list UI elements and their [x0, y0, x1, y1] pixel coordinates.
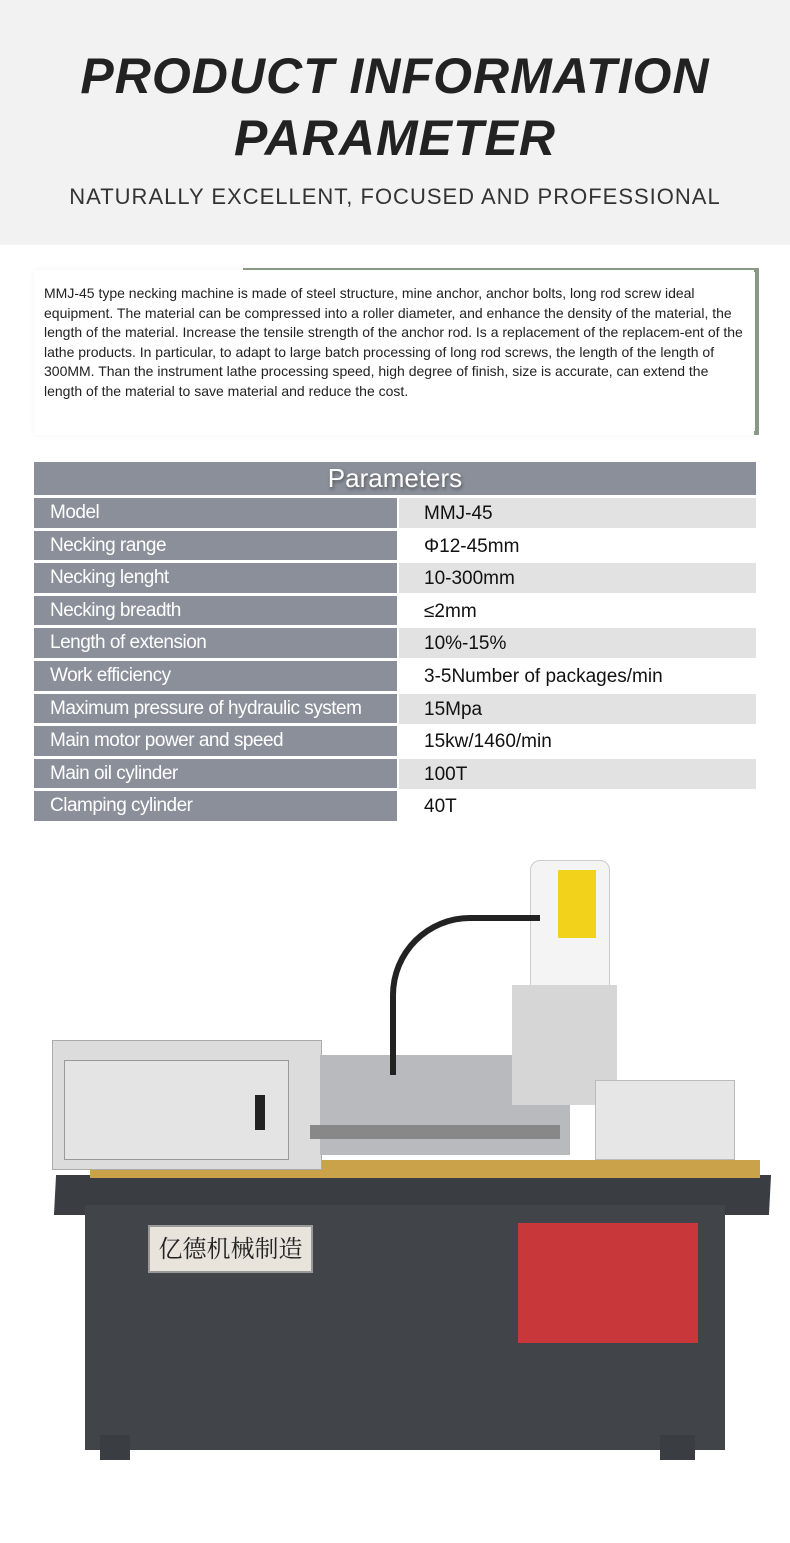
param-value: Φ12-45mm	[424, 535, 520, 557]
param-value: 40T	[424, 796, 457, 818]
motor-housing	[595, 1080, 735, 1160]
param-value: 10%-15%	[399, 628, 756, 658]
param-value: 10-300mm	[399, 563, 756, 593]
param-label: Work efficiency	[34, 661, 397, 694]
param-value: 100T	[399, 759, 756, 789]
param-label: Maximum pressure of hydraulic system	[34, 694, 397, 727]
param-value: ≤2mm	[424, 600, 477, 622]
table-row	[34, 531, 756, 564]
param-label: Necking range	[34, 531, 397, 564]
table-row	[34, 759, 756, 792]
table-row	[34, 694, 756, 727]
param-label: Model	[34, 498, 397, 531]
param-value: 3-5Number of packages/min	[424, 665, 663, 687]
red-panel	[518, 1223, 698, 1343]
param-label: Main motor power and speed	[34, 726, 397, 759]
param-value: 15kw/1460/min	[424, 731, 552, 753]
table-row	[34, 628, 756, 661]
table-row	[34, 498, 756, 531]
table-row	[34, 726, 756, 759]
page-title: PRODUCT INFORMATION PARAMETER	[80, 48, 710, 166]
door-handle	[255, 1095, 265, 1130]
machine-photo	[40, 855, 780, 1475]
table-row	[34, 661, 756, 694]
table-row	[34, 596, 756, 629]
subtitle: NATURALLY EXCELLENT, FOCUSED AND PROFESSIONAL	[69, 184, 721, 209]
param-label: Necking lenght	[34, 563, 397, 596]
parameters-table	[34, 498, 756, 824]
param-label: Necking breadth	[34, 596, 397, 629]
machine-leg	[660, 1435, 695, 1460]
warning-label	[558, 870, 596, 938]
param-label: Clamping cylinder	[34, 791, 397, 824]
param-label: Length of extension	[34, 628, 397, 661]
parameters-title: Parameters	[34, 462, 756, 495]
table-row	[34, 791, 756, 824]
product-description: MMJ-45 type necking machine is made of steel structure, mine anchor, anchor bolts, long rod screw ideal equipment. The material can be compressed into a roller diameter, and enhance the density of the material, the length of the material. Increase the tensile strength of the anchor rod. Is a replacement of the replacem-ent of the lathe products. In particular, to adapt to large batch processing of long rod screws, the length of the length of 300MM. Than the instrument lathe processing speed, high degree of finish, size is accurate, can extend the length of the material to save material and reduce the cost.	[34, 270, 754, 435]
param-value: MMJ-45	[399, 498, 756, 528]
hydraulic-hose	[390, 915, 540, 1075]
param-value: 15Mpa	[399, 694, 756, 724]
guide-rod	[310, 1125, 560, 1139]
param-label: Main oil cylinder	[34, 759, 397, 792]
machine-leg	[100, 1435, 130, 1460]
header-banner	[0, 0, 790, 245]
name-plate: 亿德机械制造	[148, 1225, 313, 1273]
table-row	[34, 563, 756, 596]
